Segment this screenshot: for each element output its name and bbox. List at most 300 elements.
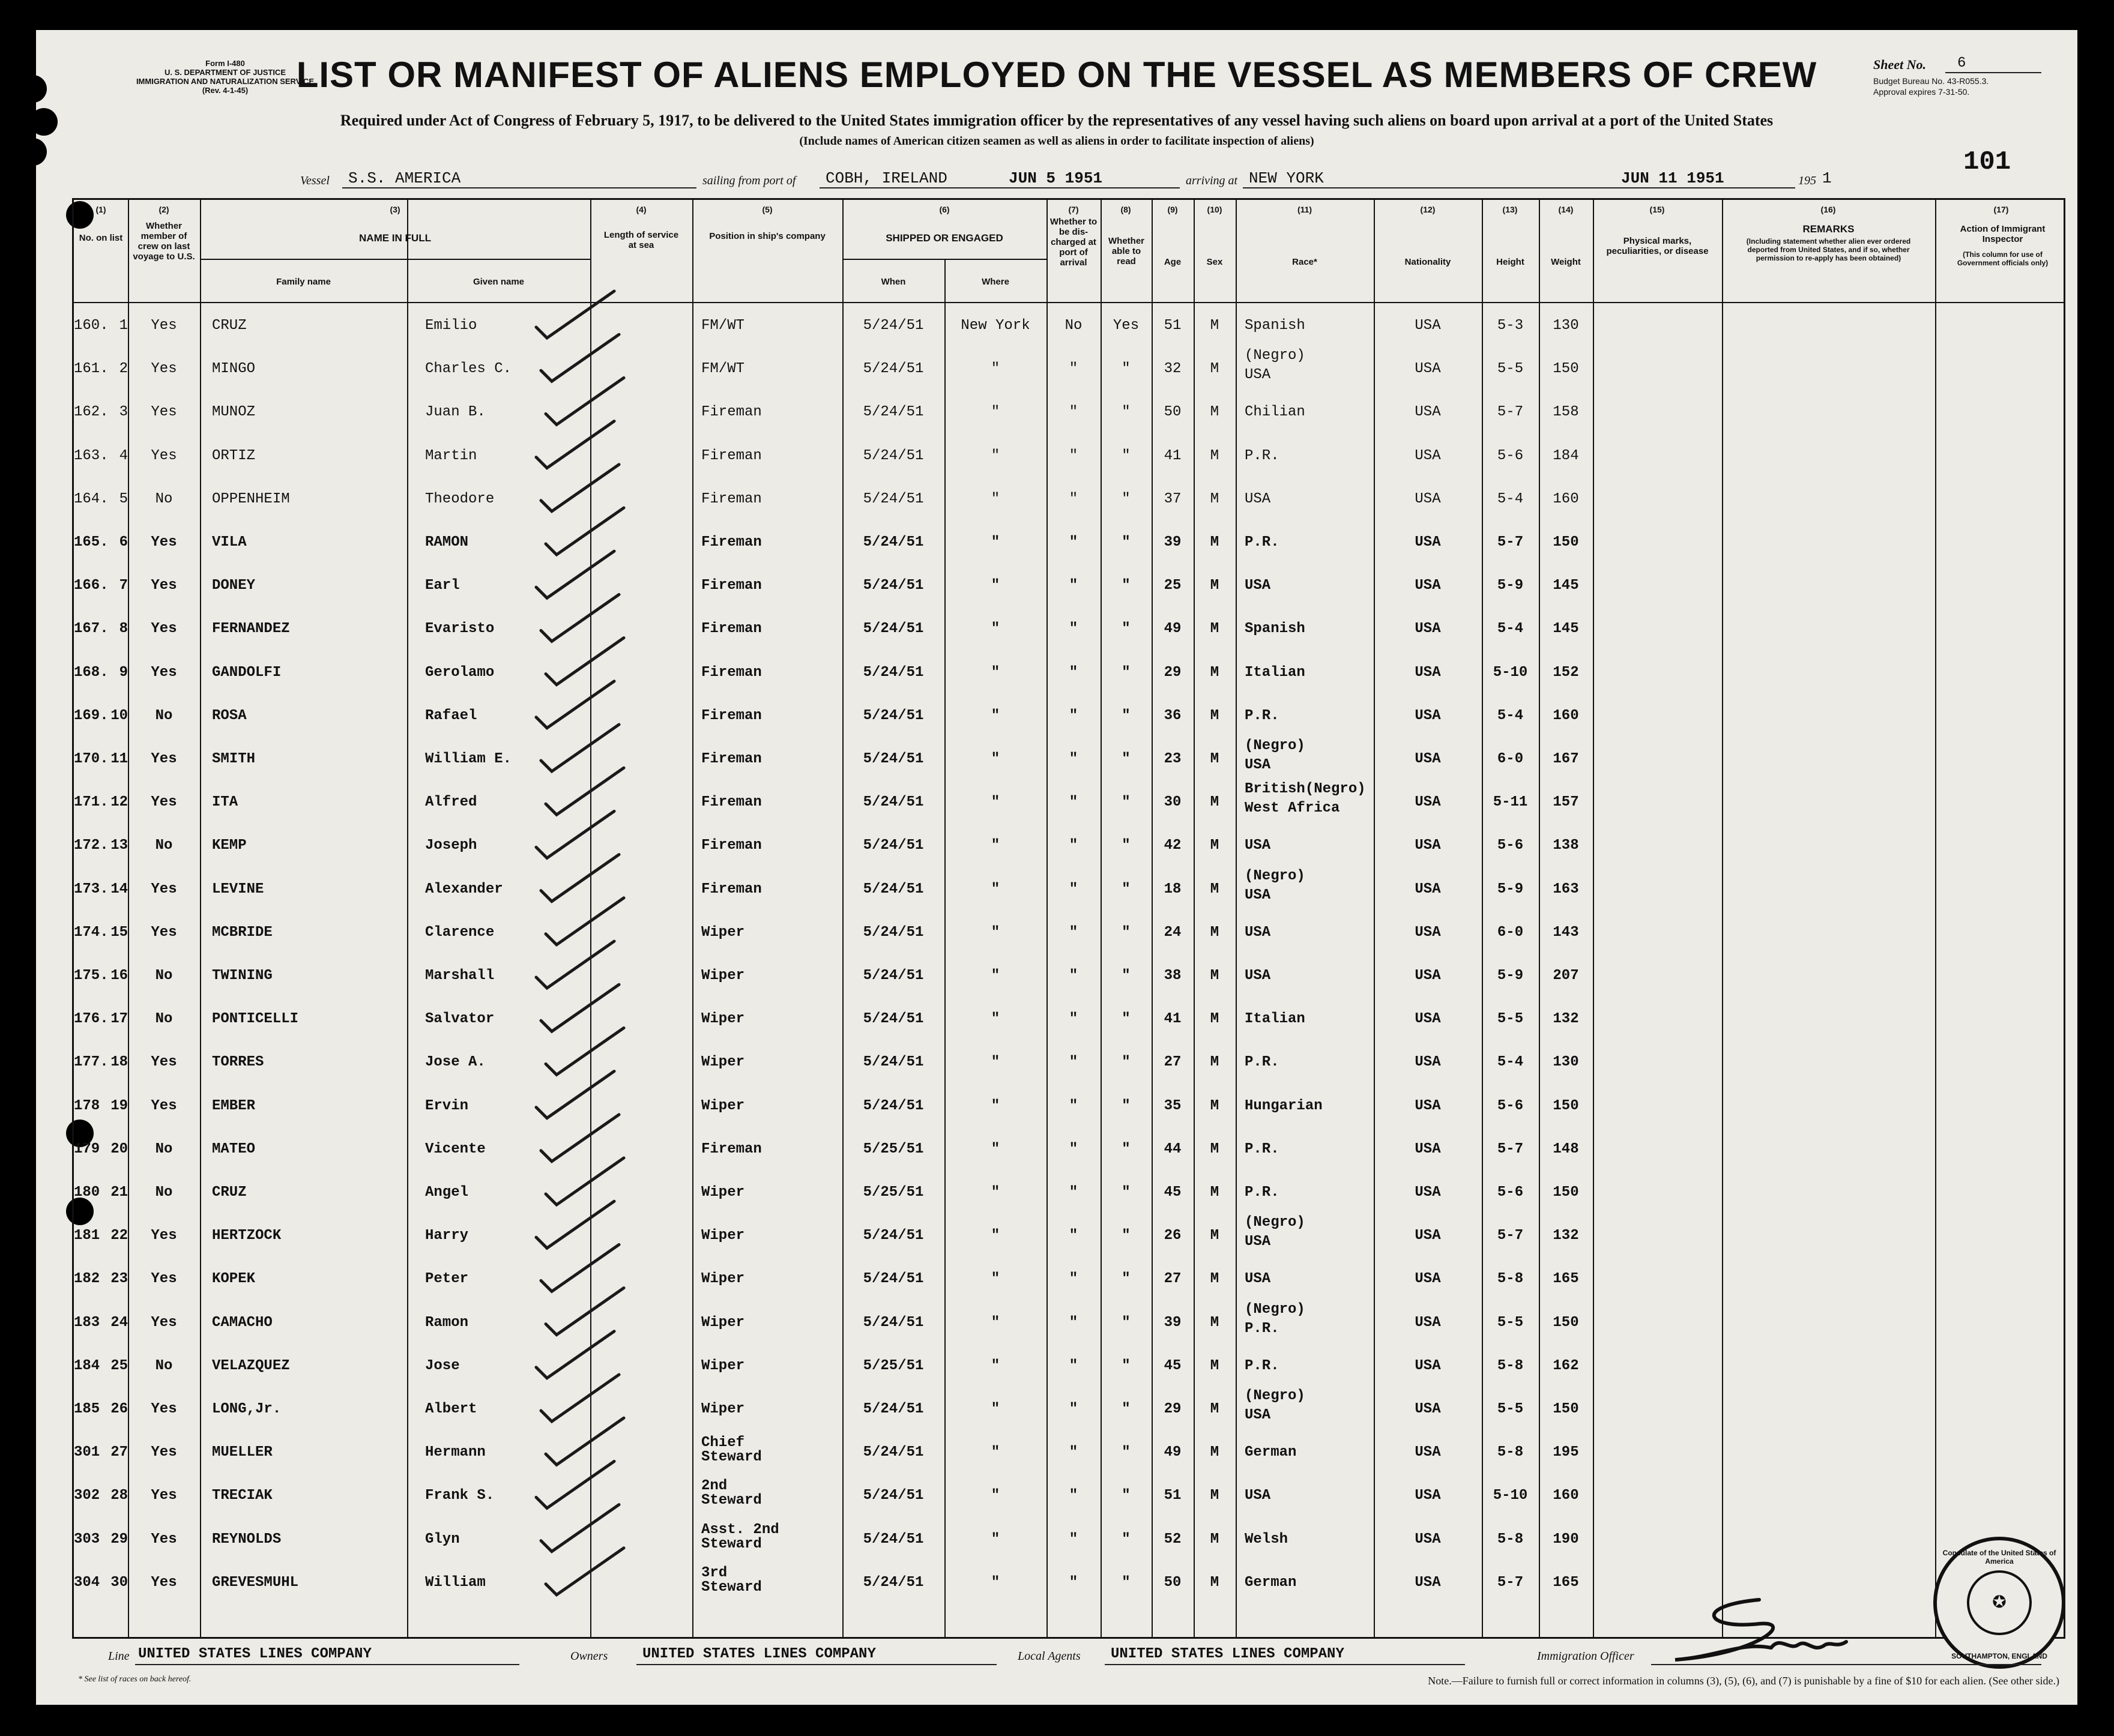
cell-read: " bbox=[1122, 1444, 1131, 1461]
cell-read: " bbox=[1122, 621, 1131, 637]
cell-age: 27 bbox=[1164, 1271, 1182, 1288]
cell-prev: No bbox=[155, 837, 173, 854]
cell-disch: " bbox=[1069, 968, 1078, 984]
cell-weight: 163 bbox=[1553, 881, 1579, 897]
cell-sex: M bbox=[1210, 1444, 1219, 1461]
cell-nat: USA bbox=[1415, 490, 1441, 507]
cell-height: 5-9 bbox=[1497, 968, 1524, 984]
cell-read: " bbox=[1122, 1487, 1131, 1504]
cell-nat: USA bbox=[1415, 664, 1441, 681]
officer-signature bbox=[1669, 1588, 1849, 1678]
cell-where: " bbox=[991, 1444, 1000, 1461]
tally-checkmark bbox=[541, 855, 619, 902]
tally-checkmark bbox=[536, 681, 614, 728]
cell-weight: 143 bbox=[1553, 924, 1579, 941]
cell-read: " bbox=[1122, 1097, 1131, 1114]
vessel-name: S.S. AMERICA bbox=[348, 169, 461, 187]
cell-height: 5-6 bbox=[1497, 837, 1524, 854]
cell-disch: " bbox=[1069, 447, 1078, 464]
cell-no: 4 bbox=[119, 447, 128, 464]
cell-where: " bbox=[991, 1314, 1000, 1331]
cell-prev: Yes bbox=[151, 924, 177, 941]
cell-sex: M bbox=[1210, 1097, 1219, 1114]
header-weight: Weight bbox=[1551, 257, 1581, 267]
cell-nat: USA bbox=[1415, 577, 1441, 594]
cell-given: Hermann bbox=[425, 1444, 486, 1461]
cell-disch: " bbox=[1069, 1184, 1078, 1201]
cell-height: 5-4 bbox=[1497, 1054, 1524, 1071]
cell-no: 20 bbox=[110, 1141, 128, 1157]
cell-age: 49 bbox=[1164, 621, 1182, 637]
cell-disch: " bbox=[1069, 1228, 1078, 1244]
cell-height: 5-7 bbox=[1497, 404, 1524, 421]
header-action-note: (This column for use of Government officials only) bbox=[1957, 250, 2049, 267]
cell-height: 5-7 bbox=[1497, 1228, 1524, 1244]
cell-prev: Yes bbox=[151, 1271, 177, 1288]
cell-height: 5-9 bbox=[1497, 577, 1524, 594]
cell-read: " bbox=[1122, 837, 1131, 854]
cell-weight: 130 bbox=[1553, 318, 1579, 334]
cell-prev: Yes bbox=[151, 1401, 177, 1417]
cell-family: CRUZ bbox=[212, 1184, 247, 1201]
cell-where: " bbox=[991, 577, 1000, 594]
header-remarks: REMARKS bbox=[1802, 223, 1855, 235]
cell-prev: Yes bbox=[151, 447, 177, 464]
cell-no: 19 bbox=[110, 1097, 128, 1114]
tally-checkmark bbox=[541, 1505, 619, 1552]
cell-position: Wiper bbox=[701, 1271, 745, 1288]
cell-given: Frank S. bbox=[425, 1487, 495, 1504]
cell-position: Fireman bbox=[701, 794, 762, 811]
header-no-on-list: No. on list bbox=[79, 233, 123, 243]
cell-ref: 175. bbox=[74, 968, 109, 984]
cell-race-note: (Negro) bbox=[1245, 1214, 1305, 1231]
cell-weight: 160 bbox=[1553, 490, 1579, 507]
cell-disch: " bbox=[1069, 1357, 1078, 1374]
cell-position: Asst. 2nd Steward bbox=[701, 1521, 779, 1552]
cell-no: 18 bbox=[110, 1054, 128, 1071]
cell-sex: M bbox=[1210, 1357, 1219, 1374]
cell-ref: 301 bbox=[74, 1444, 100, 1461]
cell-prev: Yes bbox=[151, 1444, 177, 1461]
cell-prev: No bbox=[155, 1357, 173, 1374]
tally-checkmark bbox=[541, 465, 619, 511]
tally-checkmark bbox=[546, 898, 624, 945]
crew-table bbox=[72, 198, 2065, 1639]
cell-where: " bbox=[991, 490, 1000, 507]
cell-where: " bbox=[991, 837, 1000, 854]
cell-when: 5/24/51 bbox=[863, 1531, 924, 1548]
cell-ref: 169. bbox=[74, 707, 109, 724]
cell-nat: USA bbox=[1415, 1314, 1441, 1331]
cell-height: 5-6 bbox=[1497, 1097, 1524, 1114]
cell-height: 5-7 bbox=[1497, 1141, 1524, 1157]
cell-race-note: (Negro) bbox=[1245, 738, 1305, 754]
cell-race: P.R. bbox=[1245, 534, 1279, 550]
cell-family: CRUZ bbox=[212, 318, 247, 334]
cell-nat: USA bbox=[1415, 361, 1441, 378]
header-read: Whether able to read bbox=[1108, 236, 1144, 267]
cell-position: Fireman bbox=[701, 577, 762, 594]
cell-given: Glyn bbox=[425, 1531, 460, 1548]
cell-nat: USA bbox=[1415, 794, 1441, 811]
tally-checkmark bbox=[546, 378, 624, 424]
tally-checkmark bbox=[546, 508, 624, 555]
cell-read: " bbox=[1122, 1228, 1131, 1244]
cell-height: 5-4 bbox=[1497, 490, 1524, 507]
cell-family: LONG,Jr. bbox=[212, 1401, 282, 1417]
cell-when: 5/24/51 bbox=[863, 1271, 924, 1288]
cell-weight: 150 bbox=[1553, 534, 1579, 550]
cell-nat: USA bbox=[1415, 318, 1441, 334]
cell-no: 28 bbox=[110, 1487, 128, 1504]
cell-age: 36 bbox=[1164, 707, 1182, 724]
cell-race: USA bbox=[1245, 757, 1271, 773]
column-number: (5) bbox=[762, 205, 773, 214]
cell-sex: M bbox=[1210, 1141, 1219, 1157]
cell-ref: 303 bbox=[74, 1531, 100, 1548]
cell-read: Yes bbox=[1113, 318, 1140, 334]
cell-age: 51 bbox=[1164, 1487, 1182, 1504]
cell-race: USA bbox=[1245, 367, 1271, 384]
cell-height: 5-8 bbox=[1497, 1444, 1524, 1461]
cell-race: Italian bbox=[1245, 664, 1305, 681]
column-number: (11) bbox=[1297, 205, 1312, 214]
cell-no: 2 bbox=[119, 361, 128, 378]
tally-checkmark bbox=[536, 1461, 614, 1508]
cell-read: " bbox=[1122, 1054, 1131, 1071]
departure-port: COBH, IRELAND bbox=[826, 169, 947, 187]
penalty-note: Note.—Failure to furnish full or correct information in columns (3), (5), (6), and (7) is punishable by a fine of $10 for each alien. (See other side.) bbox=[1428, 1675, 2059, 1687]
cell-age: 24 bbox=[1164, 924, 1182, 941]
cell-height: 5-7 bbox=[1497, 534, 1524, 550]
revision: (Rev. 4-1-45) bbox=[202, 86, 249, 95]
tally-checkmark bbox=[541, 1115, 619, 1162]
cell-prev: Yes bbox=[151, 621, 177, 637]
cell-when: 5/24/51 bbox=[863, 1444, 924, 1461]
tally-checkmark bbox=[536, 1201, 614, 1248]
header-remarks-note: (Including statement whether alien ever ordered deported from United States, and if so, whether permission to re-apply has been obtained) bbox=[1746, 237, 1911, 262]
header-family-name: Family name bbox=[276, 277, 331, 287]
cell-sex: M bbox=[1210, 968, 1219, 984]
column-number: (9) bbox=[1167, 205, 1178, 214]
cell-prev: Yes bbox=[151, 664, 177, 681]
cell-prev: Yes bbox=[151, 751, 177, 767]
cell-position: Fireman bbox=[701, 707, 762, 724]
cell-position: Fireman bbox=[701, 447, 762, 464]
cell-weight: 207 bbox=[1553, 968, 1579, 984]
cell-height: 5-7 bbox=[1497, 1574, 1524, 1591]
header-where: Where bbox=[982, 277, 1009, 287]
cell-family: EMBER bbox=[212, 1097, 256, 1114]
cell-height: 5-4 bbox=[1497, 621, 1524, 637]
cell-ref: 180 bbox=[74, 1184, 100, 1201]
cell-where: " bbox=[991, 1574, 1000, 1591]
vessel-label: Vessel bbox=[300, 174, 330, 187]
cell-where: " bbox=[991, 404, 1000, 421]
cell-given: RAMON bbox=[425, 534, 469, 550]
cell-when: 5/24/51 bbox=[863, 621, 924, 637]
cell-family: MATEO bbox=[212, 1141, 256, 1157]
cell-sex: M bbox=[1210, 1314, 1219, 1331]
cell-when: 5/24/51 bbox=[863, 1401, 924, 1417]
cell-position: FM/WT bbox=[701, 361, 745, 378]
cell-ref: 176. bbox=[74, 1011, 109, 1028]
header-sex: Sex bbox=[1206, 257, 1223, 267]
tally-checkmark bbox=[536, 421, 614, 468]
tally-checkmark bbox=[546, 768, 624, 815]
sailing-label: sailing from port of bbox=[702, 174, 796, 187]
cell-disch: " bbox=[1069, 1531, 1078, 1548]
cell-prev: Yes bbox=[151, 534, 177, 550]
cell-given: Jose bbox=[425, 1357, 460, 1374]
cell-age: 26 bbox=[1164, 1228, 1182, 1244]
cell-prev: Yes bbox=[151, 404, 177, 421]
cell-race: USA bbox=[1245, 924, 1271, 941]
cell-race: German bbox=[1245, 1444, 1297, 1461]
cell-nat: USA bbox=[1415, 1487, 1441, 1504]
cell-family: MCBRIDE bbox=[212, 924, 273, 941]
cell-age: 51 bbox=[1164, 318, 1182, 334]
cell-family: KOPEK bbox=[212, 1271, 256, 1288]
cell-when: 5/24/51 bbox=[863, 534, 924, 550]
cell-given: Charles C. bbox=[425, 361, 512, 378]
cell-race: Hungarian bbox=[1245, 1097, 1323, 1114]
cell-prev: Yes bbox=[151, 1314, 177, 1331]
cell-age: 45 bbox=[1164, 1357, 1182, 1374]
cell-when: 5/24/51 bbox=[863, 318, 924, 334]
cell-when: 5/25/51 bbox=[863, 1184, 924, 1201]
cell-read: " bbox=[1122, 794, 1131, 811]
header-height: Height bbox=[1496, 257, 1524, 267]
cell-read: " bbox=[1122, 1141, 1131, 1157]
cell-no: 16 bbox=[110, 968, 128, 984]
cell-weight: 160 bbox=[1553, 707, 1579, 724]
cell-height: 5-5 bbox=[1497, 361, 1524, 378]
cell-nat: USA bbox=[1415, 1097, 1441, 1114]
cell-family: KEMP bbox=[212, 837, 247, 854]
cell-given: Theodore bbox=[425, 490, 495, 507]
column-number: (16) bbox=[1820, 205, 1836, 214]
cell-where: " bbox=[991, 968, 1000, 984]
cell-race: P.R. bbox=[1245, 1357, 1279, 1374]
cell-read: " bbox=[1122, 490, 1131, 507]
cell-given: Ervin bbox=[425, 1097, 469, 1114]
cell-race: Spanish bbox=[1245, 318, 1305, 334]
cell-sex: M bbox=[1210, 924, 1219, 941]
cell-sex: M bbox=[1210, 361, 1219, 378]
cell-race: P.R. bbox=[1245, 1141, 1279, 1157]
cell-weight: 152 bbox=[1553, 664, 1579, 681]
cell-when: 5/25/51 bbox=[863, 1141, 924, 1157]
cell-disch: " bbox=[1069, 664, 1078, 681]
cell-position: Fireman bbox=[701, 1141, 762, 1157]
cell-read: " bbox=[1122, 577, 1131, 594]
cell-prev: Yes bbox=[151, 1097, 177, 1114]
year-suffix: 1 bbox=[1822, 169, 1832, 187]
cell-position: Wiper bbox=[701, 1228, 745, 1244]
cell-given: Joseph bbox=[425, 837, 477, 854]
cell-nat: USA bbox=[1415, 404, 1441, 421]
header-length-service: Length of service at sea bbox=[603, 230, 679, 250]
cell-position: Wiper bbox=[701, 968, 745, 984]
cell-disch: " bbox=[1069, 577, 1078, 594]
cell-nat: USA bbox=[1415, 751, 1441, 767]
cell-family: DONEY bbox=[212, 577, 256, 594]
column-number: (10) bbox=[1207, 205, 1222, 214]
cell-sex: M bbox=[1210, 1054, 1219, 1071]
cell-weight: 184 bbox=[1553, 447, 1579, 464]
cell-race: USA bbox=[1245, 1234, 1271, 1250]
column-number: (6) bbox=[939, 205, 950, 214]
cell-ref: 304 bbox=[74, 1574, 100, 1591]
cell-nat: USA bbox=[1415, 1141, 1441, 1157]
cell-nat: USA bbox=[1415, 924, 1441, 941]
cell-prev: No bbox=[155, 707, 173, 724]
cell-ref: 171. bbox=[74, 794, 109, 811]
tally-checkmarks bbox=[74, 200, 2067, 1641]
cell-prev: Yes bbox=[151, 361, 177, 378]
cell-family: ROSA bbox=[212, 707, 247, 724]
cell-where: " bbox=[991, 361, 1000, 378]
subtitle-note: (Include names of American citizen seamen as well as aliens in order to facilitate inspection of aliens) bbox=[799, 134, 1314, 148]
cell-where: " bbox=[991, 1097, 1000, 1114]
cell-height: 5-8 bbox=[1497, 1531, 1524, 1548]
cell-sex: M bbox=[1210, 621, 1219, 637]
subtitle: Required under Act of Congress of February 5, 1917, to be delivered to the United States immigration officer by the representatives of any vessel having such aliens on board upon arrival at a port of the United States bbox=[340, 112, 1774, 129]
cell-height: 5-5 bbox=[1497, 1401, 1524, 1417]
cell-sex: M bbox=[1210, 1228, 1219, 1244]
tally-checkmark bbox=[536, 811, 614, 858]
cell-where: " bbox=[991, 751, 1000, 767]
cell-no: 3 bbox=[119, 404, 128, 421]
cell-given: Martin bbox=[425, 447, 477, 464]
cell-sex: M bbox=[1210, 404, 1219, 421]
cell-nat: USA bbox=[1415, 1444, 1441, 1461]
cell-position: Wiper bbox=[701, 1011, 745, 1028]
cell-race-note: (Negro) bbox=[1245, 1301, 1305, 1318]
cell-when: 5/24/51 bbox=[863, 1487, 924, 1504]
cell-family: HERTZOCK bbox=[212, 1228, 282, 1244]
cell-where: " bbox=[991, 1357, 1000, 1374]
year-prefix: 195 bbox=[1798, 174, 1816, 187]
cell-race: USA bbox=[1245, 577, 1271, 594]
tally-checkmark bbox=[536, 941, 614, 988]
cell-when: 5/24/51 bbox=[863, 924, 924, 941]
cell-race: Spanish bbox=[1245, 621, 1305, 637]
cell-where: " bbox=[991, 1054, 1000, 1071]
cell-given: Alexander bbox=[425, 881, 503, 897]
column-number: (8) bbox=[1120, 205, 1131, 214]
cell-ref: 162. bbox=[74, 404, 109, 421]
cell-given: Rafael bbox=[425, 707, 477, 724]
cell-race: P.R. bbox=[1245, 707, 1279, 724]
tally-checkmark bbox=[546, 1158, 624, 1205]
cell-age: 45 bbox=[1164, 1184, 1182, 1201]
cell-sex: M bbox=[1210, 1271, 1219, 1288]
cell-nat: USA bbox=[1415, 1011, 1441, 1028]
cell-disch: " bbox=[1069, 1574, 1078, 1591]
cell-race: USA bbox=[1245, 1271, 1271, 1288]
cell-age: 41 bbox=[1164, 447, 1182, 464]
cell-race: Chilian bbox=[1245, 404, 1305, 421]
cell-weight: 150 bbox=[1553, 1184, 1579, 1201]
cell-position: Fireman bbox=[701, 751, 762, 767]
cell-family: CAMACHO bbox=[212, 1314, 273, 1331]
cell-prev: No bbox=[155, 1184, 173, 1201]
cell-height: 5-10 bbox=[1493, 1487, 1528, 1504]
cell-no: 9 bbox=[119, 664, 128, 681]
cell-age: 39 bbox=[1164, 1314, 1182, 1331]
column-number: (14) bbox=[1558, 205, 1574, 214]
cell-age: 50 bbox=[1164, 404, 1182, 421]
tally-checkmark bbox=[541, 594, 619, 641]
cell-disch: " bbox=[1069, 534, 1078, 550]
cell-disch: " bbox=[1069, 707, 1078, 724]
header-nationality: Nationality bbox=[1404, 257, 1451, 267]
cell-ref: 302 bbox=[74, 1487, 100, 1504]
cell-given: Alfred bbox=[425, 794, 477, 811]
cell-race: P.R. bbox=[1245, 1320, 1279, 1337]
cell-nat: USA bbox=[1415, 621, 1441, 637]
cell-sex: M bbox=[1210, 1531, 1219, 1548]
cell-given: Gerolamo bbox=[425, 664, 495, 681]
cell-height: 5-10 bbox=[1493, 664, 1528, 681]
cell-read: " bbox=[1122, 968, 1131, 984]
cell-weight: 138 bbox=[1553, 837, 1579, 854]
cell-weight: 165 bbox=[1553, 1271, 1579, 1288]
cell-family: VELAZQUEZ bbox=[212, 1357, 290, 1374]
cell-family: TORRES bbox=[212, 1054, 264, 1071]
cell-sex: M bbox=[1210, 1011, 1219, 1028]
cell-height: 5-3 bbox=[1497, 318, 1524, 334]
cell-given: Albert bbox=[425, 1401, 477, 1417]
cell-disch: " bbox=[1069, 1271, 1078, 1288]
cell-read: " bbox=[1122, 534, 1131, 550]
cell-race-note: (Negro) bbox=[1245, 348, 1305, 364]
cell-given: Marshall bbox=[425, 968, 495, 984]
column-number: (12) bbox=[1420, 205, 1436, 214]
cell-no: 24 bbox=[110, 1314, 128, 1331]
cell-when: 5/24/51 bbox=[863, 1574, 924, 1591]
cell-where: " bbox=[991, 1401, 1000, 1417]
cell-when: 5/24/51 bbox=[863, 1097, 924, 1114]
cell-family: PONTICELLI bbox=[212, 1011, 299, 1028]
cell-race: Welsh bbox=[1245, 1531, 1288, 1548]
cell-prev: Yes bbox=[151, 1574, 177, 1591]
cell-read: " bbox=[1122, 1401, 1131, 1417]
cell-prev: Yes bbox=[151, 881, 177, 897]
column-number: (17) bbox=[1993, 205, 2009, 214]
cell-age: 29 bbox=[1164, 664, 1182, 681]
cell-when: 5/24/51 bbox=[863, 404, 924, 421]
cell-disch: " bbox=[1069, 1444, 1078, 1461]
cell-sex: M bbox=[1210, 1184, 1219, 1201]
arrival-date: JUN 11 1951 bbox=[1621, 169, 1724, 187]
cell-age: 23 bbox=[1164, 751, 1182, 767]
cell-height: 5-4 bbox=[1497, 707, 1524, 724]
cell-family: TWINING bbox=[212, 968, 273, 984]
cell-disch: " bbox=[1069, 1401, 1078, 1417]
column-number: (1) bbox=[95, 205, 106, 214]
cell-height: 5-5 bbox=[1497, 1011, 1524, 1028]
cell-position: Wiper bbox=[701, 1054, 745, 1071]
department: U. S. DEPARTMENT OF JUSTICE bbox=[165, 68, 286, 77]
footer bbox=[72, 1645, 2065, 1699]
column-number: (7) bbox=[1068, 205, 1079, 214]
cell-sex: M bbox=[1210, 490, 1219, 507]
cell-disch: " bbox=[1069, 1141, 1078, 1157]
